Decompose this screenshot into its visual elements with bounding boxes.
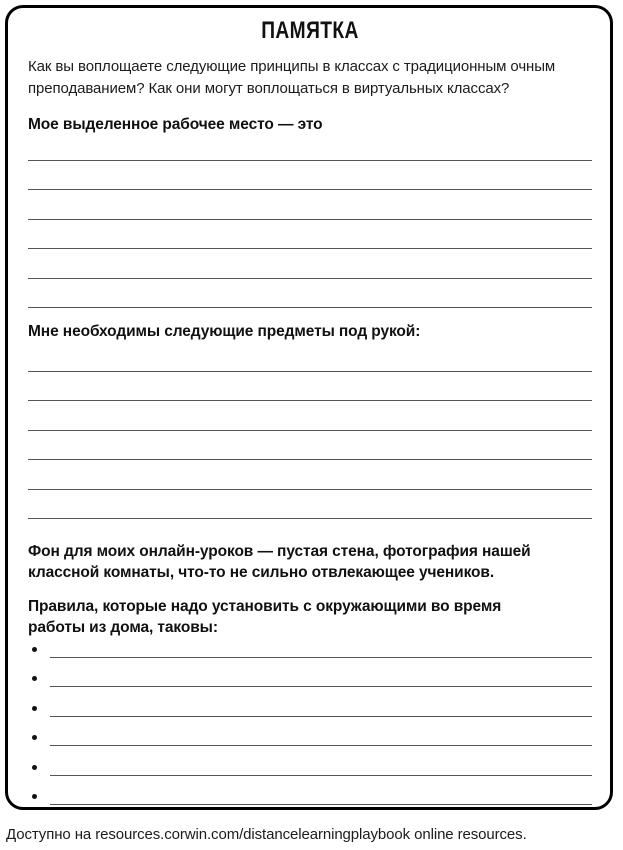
footer-resources-text: Доступно на resources.corwin.com/distancelearningplaybook online resources. — [6, 826, 527, 843]
bullet-icon — [32, 676, 37, 681]
bullet-icon — [32, 735, 37, 740]
blank-line — [28, 342, 592, 372]
blank-line — [28, 490, 592, 520]
worksheet-box — [5, 5, 613, 810]
intro-line-2: преподаванием? Как они могут воплощаться в виртуальных классах? — [28, 80, 510, 97]
intro-line-1: Как вы воплощаете следующие принципы в классах с традиционным очным — [28, 58, 556, 75]
bullet-row — [28, 628, 592, 658]
rules-note-line-1: Правила, которые надо установить с окружающими во время — [28, 598, 502, 615]
bullet-blank-line — [50, 687, 592, 717]
bullet-icon — [32, 647, 37, 652]
background-note-line-1: Фон для моих онлайн-уроков — пустая стена, фотография нашей — [28, 543, 531, 560]
rules-bullet-list — [28, 628, 592, 805]
section-heading-items: Мне необходимы следующие предметы под рукой: — [28, 323, 421, 340]
bullet-blank-line — [50, 746, 592, 776]
bullet-icon — [32, 706, 37, 711]
blank-line — [28, 460, 592, 490]
blank-line — [28, 161, 592, 191]
bullet-icon — [32, 794, 37, 799]
bullet-row — [28, 687, 592, 717]
blank-line — [28, 401, 592, 431]
blank-line — [28, 372, 592, 402]
background-note — [28, 541, 592, 583]
section-heading-workspace: Мое выделенное рабочее место — это — [28, 116, 323, 133]
blank-lines-workspace — [28, 131, 592, 308]
bullet-blank-line — [50, 717, 592, 747]
page-title: ПАМЯТКА — [261, 17, 359, 44]
bullet-blank-line — [50, 628, 592, 658]
rules-note-line-2: работы из дома, таковы: — [28, 619, 218, 636]
blank-line — [28, 131, 592, 161]
bullet-row — [28, 717, 592, 747]
bullet-row — [28, 746, 592, 776]
background-note-line-2: классной комнаты, что-то не сильно отвлекающее учеников. — [28, 564, 495, 581]
blank-line — [28, 249, 592, 279]
blank-line — [28, 220, 592, 250]
blank-lines-items — [28, 342, 592, 519]
bullet-blank-line — [50, 658, 592, 688]
bullet-blank-line — [50, 776, 592, 806]
bullet-row — [28, 776, 592, 806]
blank-line — [28, 279, 592, 309]
blank-line — [28, 190, 592, 220]
blank-line — [28, 431, 592, 461]
intro-text — [28, 56, 592, 100]
bullet-row — [28, 658, 592, 688]
bullet-icon — [32, 765, 37, 770]
